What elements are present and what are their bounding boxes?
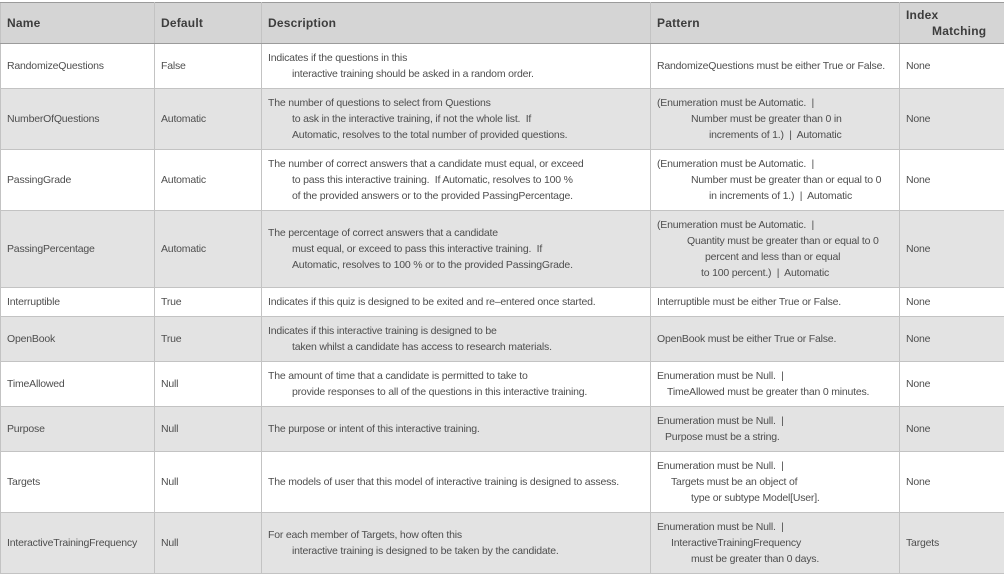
cell-description-line: The number of questions to select from Questions <box>268 95 647 111</box>
cell-description <box>262 288 651 317</box>
cell-pattern-line: TimeAllowed must be greater than 0 minutes. <box>657 384 896 400</box>
cell-index-matching <box>900 317 1004 362</box>
cell-pattern-line: (Enumeration must be Automatic. | <box>657 95 896 111</box>
cell-description <box>262 362 651 407</box>
cell-default-line: Null <box>161 421 258 437</box>
cell-name-line: InteractiveTrainingFrequency <box>7 535 151 551</box>
cell-description-line: provide responses to all of the questions in this interactive training. <box>268 384 647 400</box>
cell-default-line: Null <box>161 376 258 392</box>
cell-pattern-line: Quantity must be greater than or equal to 0 <box>657 233 896 249</box>
cell-default <box>155 89 262 150</box>
cell-pattern-line: Targets must be an object of <box>657 474 896 490</box>
cell-description-line: The purpose or intent of this interactive training. <box>268 421 647 437</box>
cell-name <box>1 452 155 513</box>
cell-index-matching-line: None <box>906 294 1001 310</box>
cell-default-line: False <box>161 58 258 74</box>
cell-default <box>155 407 262 452</box>
cell-index-matching <box>900 362 1004 407</box>
cell-pattern-line: type or subtype Model[User]. <box>657 490 896 506</box>
cell-pattern <box>651 362 900 407</box>
cell-default-line: Null <box>161 474 258 490</box>
table-row <box>1 513 1004 574</box>
cell-description-line: of the provided answers or to the provided PassingPercentage. <box>268 188 647 204</box>
cell-default <box>155 288 262 317</box>
column-header-description-label: Description <box>268 15 647 31</box>
cell-description <box>262 452 651 513</box>
table-row <box>1 288 1004 317</box>
cell-default <box>155 317 262 362</box>
cell-description <box>262 89 651 150</box>
cell-description-line: For each member of Targets, how often this <box>268 527 647 543</box>
table-row <box>1 44 1004 89</box>
cell-pattern <box>651 211 900 288</box>
cell-index-matching-line: None <box>906 331 1001 347</box>
column-header-default <box>155 3 262 44</box>
cell-index-matching <box>900 513 1004 574</box>
cell-name-line: NumberOfQuestions <box>7 111 151 127</box>
cell-pattern-line: Enumeration must be Null. | <box>657 519 896 535</box>
cell-description-line: Automatic, resolves to 100 % or to the provided PassingGrade. <box>268 257 647 273</box>
column-header-index-matching <box>900 3 1004 44</box>
cell-index-matching <box>900 211 1004 288</box>
cell-pattern-line: percent and less than or equal <box>657 249 896 265</box>
cell-description-line: to pass this interactive training. If Automatic, resolves to 100 % <box>268 172 647 188</box>
cell-pattern <box>651 317 900 362</box>
properties-table <box>0 2 1004 574</box>
cell-name-line: Interruptible <box>7 294 151 310</box>
cell-pattern <box>651 89 900 150</box>
cell-name <box>1 317 155 362</box>
cell-name-line: TimeAllowed <box>7 376 151 392</box>
cell-default <box>155 150 262 211</box>
cell-description-line: Automatic, resolves to the total number of provided questions. <box>268 127 647 143</box>
cell-default-line: Null <box>161 535 258 551</box>
column-header-description <box>262 3 651 44</box>
cell-pattern-line: Purpose must be a string. <box>657 429 896 445</box>
cell-default-line: True <box>161 331 258 347</box>
cell-description-line: to ask in the interactive training, if not the whole list. If <box>268 111 647 127</box>
cell-name-line: PassingPercentage <box>7 241 151 257</box>
cell-name-line: RandomizeQuestions <box>7 58 151 74</box>
cell-description <box>262 317 651 362</box>
cell-pattern-line: Enumeration must be Null. | <box>657 368 896 384</box>
cell-pattern-line: Number must be greater than or equal to 0 <box>657 172 896 188</box>
cell-description-line: The number of correct answers that a candidate must equal, or exceed <box>268 156 647 172</box>
cell-pattern-line: (Enumeration must be Automatic. | <box>657 217 896 233</box>
cell-default <box>155 362 262 407</box>
cell-index-matching <box>900 288 1004 317</box>
cell-name <box>1 150 155 211</box>
cell-name-line: OpenBook <box>7 331 151 347</box>
cell-index-matching-line: None <box>906 376 1001 392</box>
cell-pattern-line: InteractiveTrainingFrequency <box>657 535 896 551</box>
cell-default <box>155 513 262 574</box>
column-header-index-label-line1: Index <box>906 7 1001 23</box>
table-body <box>1 44 1004 574</box>
cell-pattern <box>651 452 900 513</box>
cell-index-matching <box>900 44 1004 89</box>
cell-pattern-line: Interruptible must be either True or False. <box>657 294 896 310</box>
cell-pattern-line: increments of 1.) | Automatic <box>657 127 896 143</box>
cell-default <box>155 211 262 288</box>
column-header-name <box>1 3 155 44</box>
cell-index-matching <box>900 150 1004 211</box>
cell-pattern <box>651 44 900 89</box>
cell-description-line: Indicates if this interactive training is designed to be <box>268 323 647 339</box>
column-header-pattern <box>651 3 900 44</box>
cell-name <box>1 44 155 89</box>
cell-index-matching-line: None <box>906 474 1001 490</box>
header-row <box>1 3 1004 44</box>
column-header-pattern-label: Pattern <box>657 15 896 31</box>
cell-index-matching <box>900 452 1004 513</box>
table-row <box>1 89 1004 150</box>
cell-description <box>262 44 651 89</box>
cell-description-line: taken whilst a candidate has access to research materials. <box>268 339 647 355</box>
cell-default-line: Automatic <box>161 241 258 257</box>
cell-default-line: Automatic <box>161 111 258 127</box>
cell-pattern-line: OpenBook must be either True or False. <box>657 331 896 347</box>
cell-name-line: PassingGrade <box>7 172 151 188</box>
cell-index-matching-line: Targets <box>906 535 1001 551</box>
cell-description-line: Indicates if the questions in this <box>268 50 647 66</box>
cell-pattern-line: in increments of 1.) | Automatic <box>657 188 896 204</box>
cell-pattern <box>651 407 900 452</box>
cell-name <box>1 288 155 317</box>
cell-default-line: Automatic <box>161 172 258 188</box>
cell-default-line: True <box>161 294 258 310</box>
cell-name <box>1 407 155 452</box>
table-row <box>1 362 1004 407</box>
cell-index-matching-line: None <box>906 172 1001 188</box>
cell-name <box>1 211 155 288</box>
cell-index-matching-line: None <box>906 111 1001 127</box>
cell-pattern-line: must be greater than 0 days. <box>657 551 896 567</box>
table-row <box>1 211 1004 288</box>
table-row <box>1 407 1004 452</box>
cell-description-line: must equal, or exceed to pass this interactive training. If <box>268 241 647 257</box>
table-row <box>1 317 1004 362</box>
column-header-name-label: Name <box>7 15 151 31</box>
cell-pattern <box>651 288 900 317</box>
column-header-index-label-line2: Matching <box>906 23 1001 39</box>
cell-pattern-line: Enumeration must be Null. | <box>657 413 896 429</box>
cell-name <box>1 362 155 407</box>
cell-index-matching <box>900 407 1004 452</box>
cell-name <box>1 89 155 150</box>
cell-description-line: Indicates if this quiz is designed to be exited and re–entered once started. <box>268 294 647 310</box>
table-row <box>1 452 1004 513</box>
cell-name-line: Targets <box>7 474 151 490</box>
cell-description-line: The models of user that this model of interactive training is designed to assess. <box>268 474 647 490</box>
cell-pattern <box>651 513 900 574</box>
cell-pattern-line: RandomizeQuestions must be either True or False. <box>657 58 896 74</box>
cell-name <box>1 513 155 574</box>
cell-default <box>155 44 262 89</box>
cell-description-line: The percentage of correct answers that a candidate <box>268 225 647 241</box>
cell-pattern-line: (Enumeration must be Automatic. | <box>657 156 896 172</box>
cell-index-matching-line: None <box>906 58 1001 74</box>
cell-description-line: interactive training should be asked in a random order. <box>268 66 647 82</box>
cell-name-line: Purpose <box>7 421 151 437</box>
cell-description-line: interactive training is designed to be taken by the candidate. <box>268 543 647 559</box>
cell-pattern <box>651 150 900 211</box>
cell-default <box>155 452 262 513</box>
cell-index-matching-line: None <box>906 241 1001 257</box>
cell-index-matching <box>900 89 1004 150</box>
cell-description <box>262 211 651 288</box>
cell-description <box>262 407 651 452</box>
cell-description <box>262 513 651 574</box>
cell-pattern-line: to 100 percent.) | Automatic <box>657 265 896 281</box>
column-header-default-label: Default <box>161 15 258 31</box>
cell-description <box>262 150 651 211</box>
cell-pattern-line: Enumeration must be Null. | <box>657 458 896 474</box>
cell-index-matching-line: None <box>906 421 1001 437</box>
cell-description-line: The amount of time that a candidate is permitted to take to <box>268 368 647 384</box>
table-row <box>1 150 1004 211</box>
cell-pattern-line: Number must be greater than 0 in <box>657 111 896 127</box>
